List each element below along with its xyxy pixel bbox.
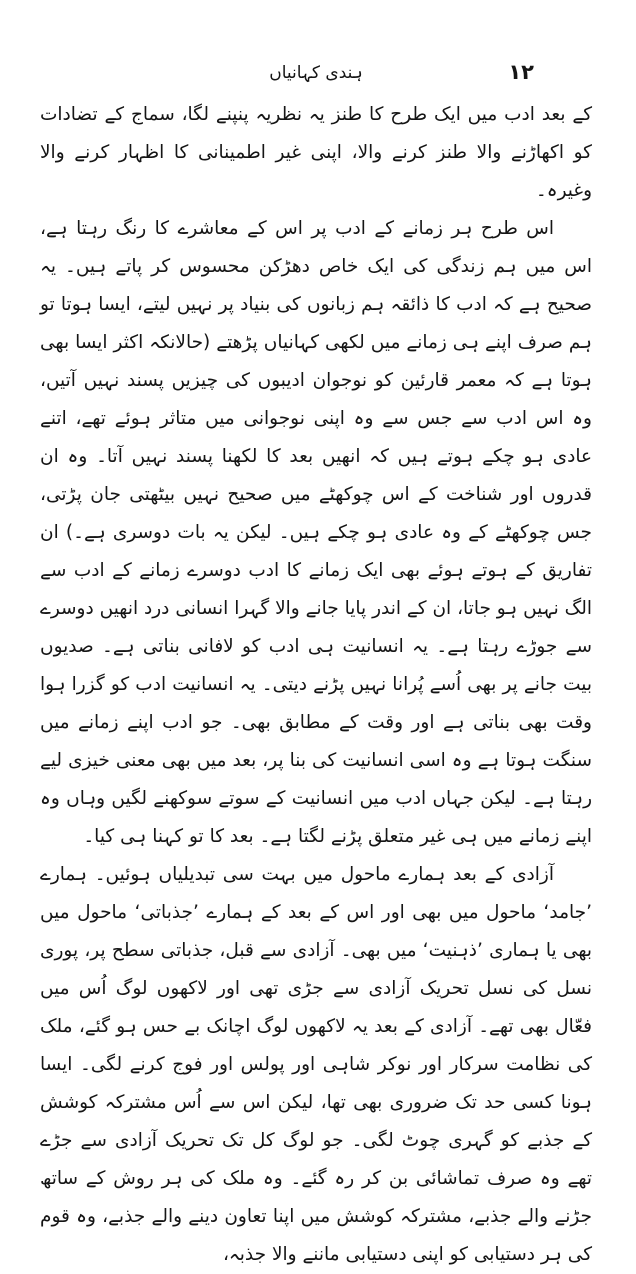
paragraph-1: کے بعد ادب میں ایک طرح کا طنز یہ نظریہ پنپنے لگا، سماج کے تضادات کو اکھاڑنے والا طنز کرنے والا، اپنی غیر اطمینانی کا اظہار کرنے والا وغیرہ۔: [40, 104, 592, 201]
paragraph-2: اس طرح ہر زمانے کے ادب پر اس کے معاشرے کا رنگ رہتا ہے، اس میں ہم زندگی کی ایک خاص دھڑکن محسوس کر پاتے ہیں۔ یہ صحیح ہے کہ ادب کا ذائقہ ہم زبانوں کی بنیاد پر نہیں لیتے، ایسا ہوتا تو ہم صرف اپنے ہی زمانے میں لکھی کہانیاں پڑھتے (حالانکہ اکثر ایسا بھی ہوتا ہے کہ معمر قارئین کو نوجوان ادیبوں کی چیزیں پسند نہیں آتیں، وہ اس ادب سے جس سے وہ اپنی نوجوانی میں متاثر ہوئے تھے، اتنے عادی ہو چکے ہوتے ہیں کہ انھیں بعد کا لکھنا پسند نہیں آتا۔ وہ ان قدروں اور شناخت کے اس چوکھٹے میں صحیح نہیں بیٹھتی جان پڑتی، جس چوکھٹے کے وہ عادی ہو چکے ہیں۔ لیکن یہ بات دوسری ہے۔) ان تفاریق کے ہوتے ہوئے بھی ایک زمانے کا ادب دوسرے زمانے کے ادب سے الگ نہیں ہو جاتا، ان کے اندر پایا جانے والا گہرا انسانی درد انھیں دوسرے سے جوڑے رہتا ہے۔ یہ انسانیت ہی ادب کو لافانی بناتی ہے۔ صدیوں بیت جانے پر بھی اُسے پُرانا نہیں پڑنے دیتی۔ یہ انسانیت ادب کو گزرا ہوا وقت بھی بناتی ہے اور وقت کے مطابق بھی۔ جو ادب اپنے زمانے میں سنگت ہوتا ہے وہ اسی انسانیت کی بنا پر، بعد میں بھی معنی خیزی لیے رہتا ہے۔ لیکن جہاں ادب میں انسانیت کے سوتے سوکھنے لگیں وہاں وہ اپنے زمانے میں ہی غیر متعلق پڑنے لگتا ہے۔ بعد کا تو کہنا ہی کیا۔: [40, 218, 592, 847]
paragraph-3: آزادی کے بعد ہمارے ماحول میں بہت سی تبدیلیاں ہوئیں۔ ہمارے ’جامد‘ ماحول میں بھی اور اس کے بعد کے ہمارے ’جذباتی‘ ماحول میں بھی یا ہماری ’ذہنیت‘ میں بھی۔ آزادی سے قبل، جذباتی سطح پر، پوری نسل کی نسل تحریک آزادی سے جڑی تھی اور لاکھوں لوگ اُس میں فعّال بھی تھے۔ آزادی کے بعد یہ لاکھوں لوگ اچانک بے حس ہو گئے، ملک کی نظامت سرکار اور نوکر شاہی اور پولس اور فوج کرنے لگی۔ ایسا ہونا کسی حد تک ضروری بھی تھا، لیکن اس سے اُس مشترکہ کوشش کے جذبے کو گہری چوٹ لگی۔ جو لوگ کل تک تحریک آزادی سے جڑے تھے وہ صرف تماشائی بن کر رہ گئے۔ وہ ملک کی ہر روش کے ساتھ جڑنے والے جذبے، مشترکہ کوشش میں اپنا تعاون دینے والے جذبے، وہ قوم کی ہر دستیابی کو اپنی دستیابی ماننے والا جذبہ،: [40, 864, 592, 1265]
page-header: [40, 0, 592, 90]
body-text: [40, 96, 592, 1274]
running-title: ہندی کہانیاں: [269, 63, 363, 83]
page-number: ۱۲: [508, 60, 534, 84]
